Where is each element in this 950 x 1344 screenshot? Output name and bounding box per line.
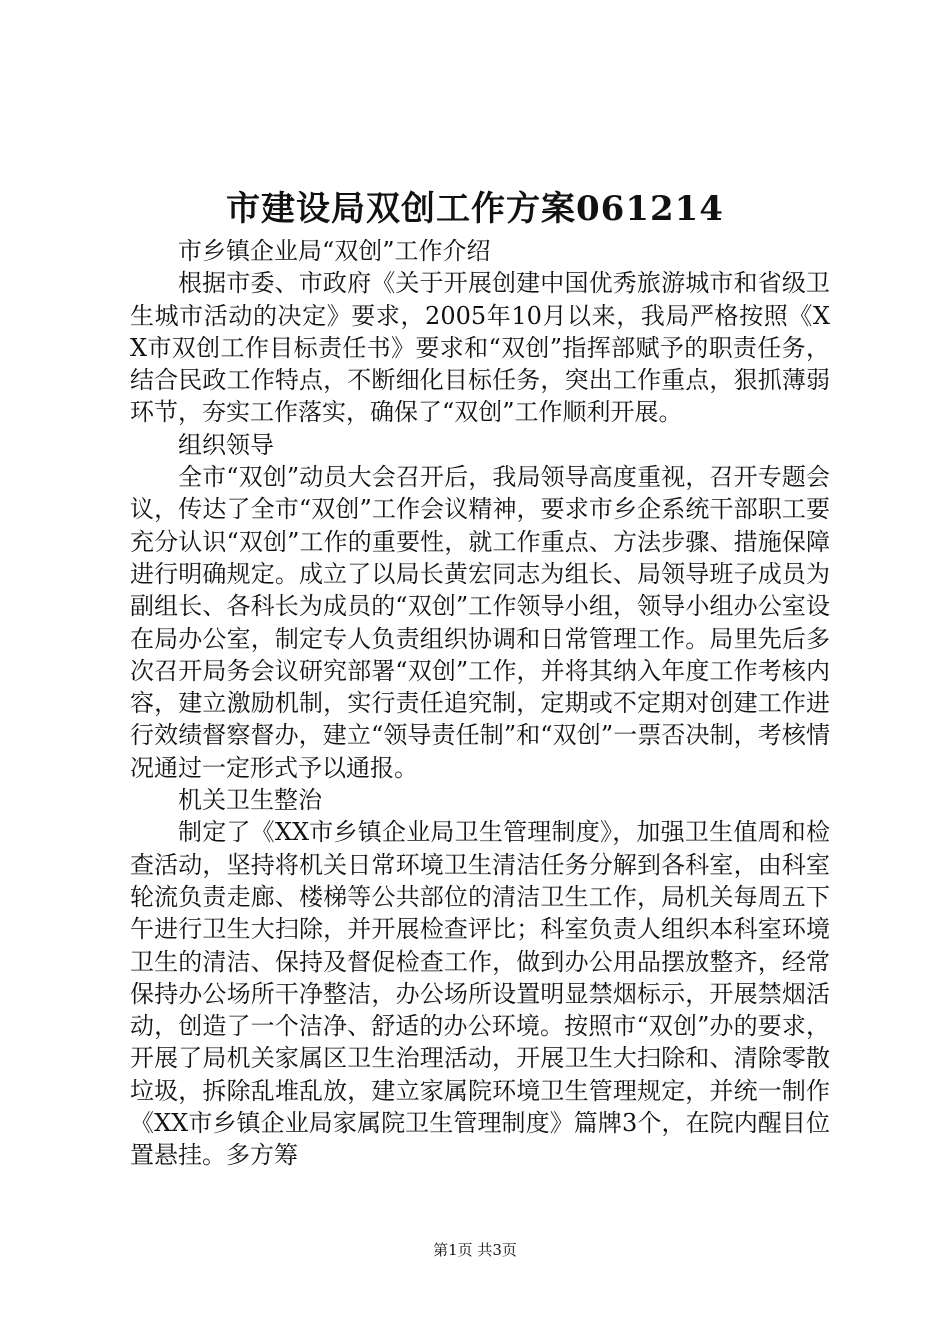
paragraph-intro: 根据市委、市政府《关于开展创建中国优秀旅游城市和省级卫生城市活动的决定》要求，2005年10月以来，我局严格按照《XX市双创工作目标责任书》要求和“双创”指挥部赋予的职责任务，结合民政工作特点，不断细化目标任务，突出工作重点，狠抓薄弱环节，夯实工作落实，确保了“双创”工作顺利开展。 — [130, 269, 830, 427]
document-title: 市建设局双创工作方案061214 — [226, 189, 724, 229]
paragraph-leadership: 全市“双创”动员大会召开后，我局领导高度重视，召开专题会议，传达了全市“双创”工作会议精神，要求市乡企系统干部职工要充分认识“双创”工作的重要性，就工作重点、方法步骤、措施保障进行明确规定。成立了以局长黄宏同志为组长、局领导班子成员为副组长、各科长为成员的“双创”工作领导小组，领导小组办公室设在局办公室，制定专人负责组织协调和日常管理工作。局里先后多次召开局务会议研究部署“双创”工作，并将其纳入年度工作考核内容，建立激励机制，实行责任追究制，定期或不定期对创建工作进行效绩督察督办，建立“领导责任制”和“双创”一票否决制，考核情况通过一定形式予以通报。 — [130, 463, 830, 782]
section-heading-leadership: 组织领导 — [178, 430, 274, 459]
section-intro-heading: 市乡镇企业局“双创”工作介绍 — [178, 237, 491, 265]
paragraph-sanitation: 制定了《XX市乡镇企业局卫生管理制度》，加强卫生值周和检查活动，坚持将机关日常环境卫生清洁任务分解到各科室，由科室轮流负责走廊、楼梯等公共部位的清洁卫生工作，局机关每周五下午进行卫生大扫除，并开展检查评比；科室负责人组织本科室环境卫生的清洁、保持及督促检查工作，做到办公用品摆放整齐，经常保持办公场所干净整洁，办公场所设置明显禁烟标示，开展禁烟活动，创造了一个洁净、舒适的办公环境。按照市“双创”办的要求，开展了局机关家属区卫生治理活动，开展卫生大扫除和、清除零散垃圾，拆除乱堆乱放，建立家属院环境卫生管理规定，并统一制作《XX市乡镇企业局家属院卫生管理制度》篇牌3个，在院内醒目位置悬挂。多方筹 — [130, 818, 830, 1170]
document-body — [130, 235, 830, 1172]
page-footer: 第1页 共3页 — [433, 1241, 517, 1259]
section-heading-sanitation: 机关卫生整治 — [178, 786, 322, 815]
